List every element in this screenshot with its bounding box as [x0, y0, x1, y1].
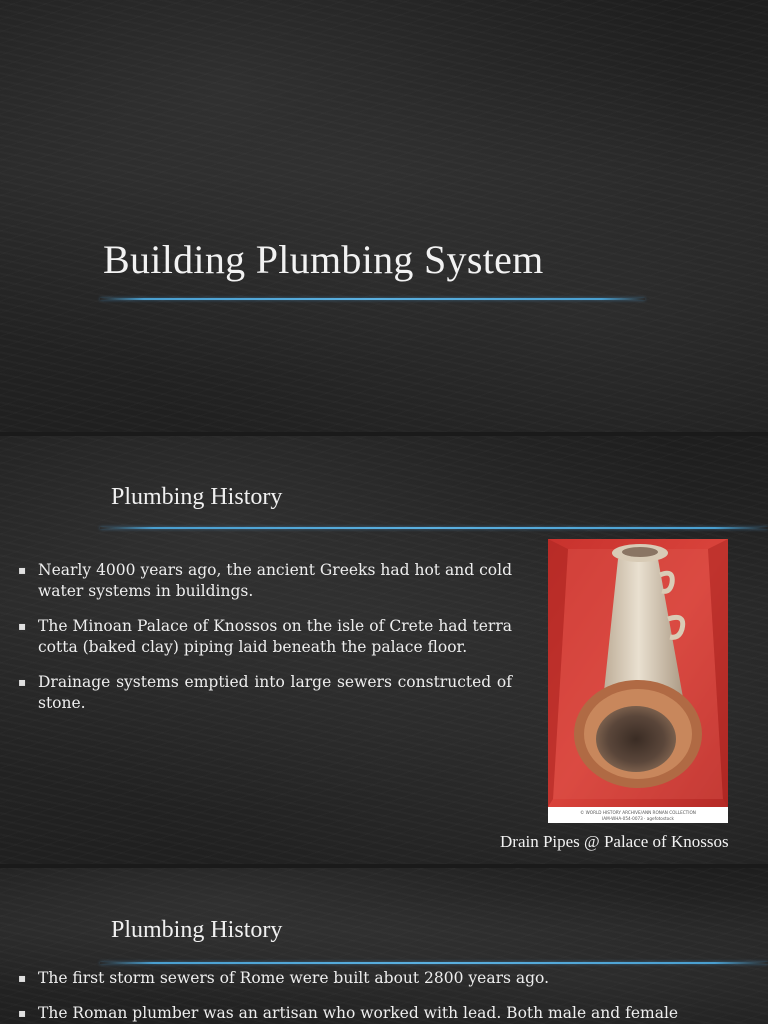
bullet-list [18, 968, 758, 1024]
bullet-text: The Roman plumber was an artisan who worked with lead. Both male and female [38, 1004, 679, 1022]
bullet-text: The first storm sewers of Rome were built about 2800 years ago. [38, 969, 550, 987]
bullet-item [18, 560, 512, 602]
drain-pipe-photo [548, 539, 728, 823]
bullet-item [18, 672, 512, 714]
slide-1 [0, 0, 768, 432]
drain-pipe-illustration [548, 539, 728, 823]
title-underline [100, 298, 645, 300]
bullet-marker: ▪ [18, 1006, 27, 1020]
image-caption: Drain Pipes @ Palace of Knossos [500, 832, 729, 851]
title-underline [100, 962, 768, 964]
slide-title: Building Plumbing System [103, 237, 544, 282]
bullet-item [18, 1003, 758, 1024]
bullet-text: Drainage systems emptied into large sewers constructed of stone. [38, 673, 512, 712]
title-underline [100, 527, 768, 529]
bullet-item [18, 616, 512, 658]
bullet-marker: ▪ [18, 971, 27, 985]
slide-2 [0, 436, 768, 864]
photo-credit-1: © WORLD HISTORY ARCHIVE/ANN RONAN COLLECTION [580, 810, 696, 815]
bullet-item [18, 968, 758, 989]
photo-credit-2: IAM-WHA-054-0073 · agefotostock [602, 816, 674, 821]
bullet-text: The Minoan Palace of Knossos on the isle of Crete had terra cotta (baked clay) piping laid beneath the palace floor. [38, 617, 512, 656]
bullet-marker: ▪ [18, 675, 27, 689]
slide-3 [0, 868, 768, 1024]
section-title: Plumbing History [111, 484, 283, 510]
bullet-list [18, 560, 512, 728]
section-title: Plumbing History [111, 917, 283, 943]
bullet-text: Nearly 4000 years ago, the ancient Greeks had hot and cold water systems in buildings. [38, 561, 512, 600]
bullet-marker: ▪ [18, 619, 27, 633]
bullet-marker: ▪ [18, 563, 27, 577]
